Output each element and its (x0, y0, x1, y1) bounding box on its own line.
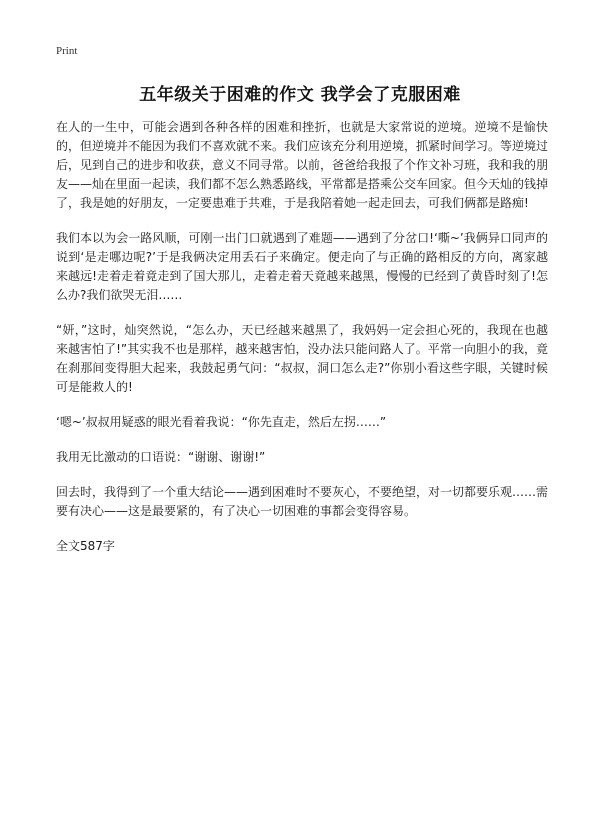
paragraph-2: 我们本以为会一路风顺，可刚一出门口就遇到了难题——遇到了分岔口!‘嘶~’我俩异口同声的说到‘是走哪边呢?’于是我俩决定用丢石子来确定。便走向了与正确的路相反的方向，离家越来越远!走着走着竟走到了国大那儿，走着走着天竟越来越黑，慢慢的已经到了黄昏时刻了!怎么办?我们欲哭无泪…… (56, 231, 548, 302)
paragraph-6: 回去时，我得到了一个重大结论——遇到困难时不要灰心，不要绝望，对一切都要乐观……需要有决心——这是最要紧的，有了决心一切困难的事都会变得容易。 (56, 485, 549, 518)
article-body (56, 118, 548, 556)
paragraph-5: 我用无比激动的口语说：“谢谢、谢谢!” (56, 450, 266, 464)
print-link[interactable]: Print (56, 45, 78, 57)
page-title: 五年级关于困难的作文 我学会了克服困难 (139, 85, 461, 105)
paragraph-3: “妍，”这时，灿突然说，“怎么办，天已经越来越黑了，我妈妈一定会担心死的，我现在也越来越害怕了!”其实我不也是那样，越来越害怕，没办法只能问路人了。平常一向胆小的我，竟在刹那间变得胆大起来，我鼓起勇气问：“叔叔，洞口怎么走?”你别小看这些字眼，关键时候可是能救人的! (56, 323, 548, 394)
word-count: 全文587字 (56, 539, 115, 553)
paragraph-4: ‘嗯~’叔叔用疑惑的眼光看着我说：“你先直走，然后左拐……” (56, 415, 387, 429)
paragraph-1: 在人的一生中，可能会遇到各种各样的困难和挫折，也就是大家常说的逆境。逆境不是愉快的，但逆境并不能因为我们不喜欢就不来。我们应该充分利用逆境，抓紧时间学习。等逆境过后，见到自己的进步和收获，意义不同寻常。以前，爸爸给我报了个作文补习班，我和我的朋友——灿在里面一起读，我们都不怎么熟悉路线，平常都是搭乘公交车回家。但今天灿的钱掉了，我是她的好朋友，一定要患难于共难，于是我陪着她一起走回去，可我们俩都是路痴! (56, 120, 549, 210)
